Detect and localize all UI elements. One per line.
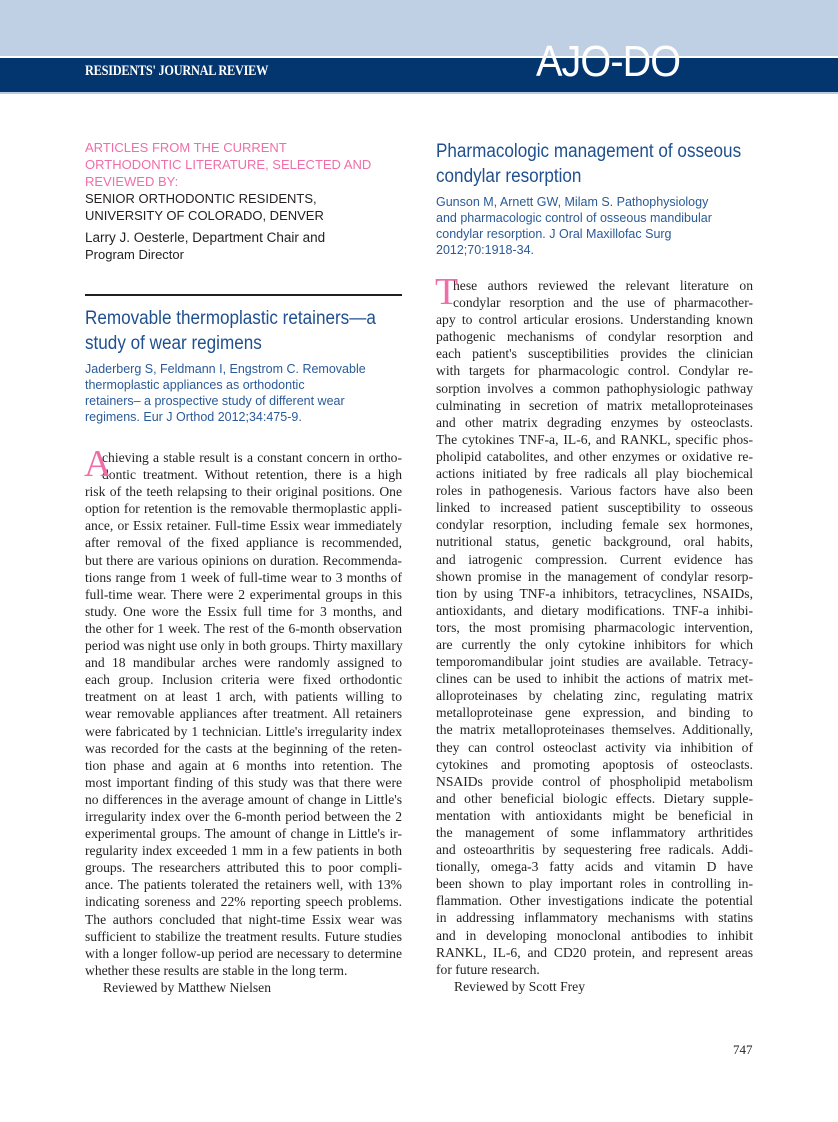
body-line: the matrix metalloproteinases themselves. Additionally, (436, 722, 753, 738)
chair-line: Larry J. Oesterle, Department Chair and (85, 230, 326, 245)
article-title (85, 306, 376, 356)
body-line: each patient's susceptibilities provides the clinician (436, 346, 753, 362)
body-line: hese authors reviewed the relevant literature on (453, 278, 753, 293)
body-line: culminating in secretion of matrix metalloproteinases (436, 397, 753, 413)
body-line: sorption involves a common pathophysiologic pathway (436, 380, 753, 396)
body-line: no differences in the average amount of change in Little's (85, 791, 402, 807)
body-line: tion by using TNF-a inhibitors, tetracyclines, NSAIDs, (436, 585, 753, 601)
body-line: after removal of the fixed appliance is recommended, (85, 535, 402, 551)
citation-line: and pharmacologic control of osseous mandibular (436, 211, 712, 225)
body-line: roles in pathogenesis. Various factors have also been (436, 483, 753, 499)
body-line: apy to control articular erosions. Understanding known (436, 312, 753, 328)
body-line: and osteoarthritis by sequestering free radicals. Addi- (436, 842, 753, 858)
body-line: indicating soreness and 22% reporting speech problems. (85, 894, 402, 910)
body-line: alloproteinases by chelating zinc, regulating matrix (436, 688, 753, 704)
body-line: regularity index exceeded 1 mm in a few patients in both (85, 843, 402, 859)
body-line: groups. The researchers attributed this to poor compli- (85, 860, 402, 876)
body-line: and in developing monoclonal antibodies to inhibit (436, 927, 753, 943)
body-line: most important finding of this study was that there were (85, 774, 402, 790)
intro-pink-line: REVIEWED BY: (85, 174, 179, 189)
title-line: Pharmacologic management of osseous (436, 141, 742, 162)
reviewer-credit: Reviewed by Scott Frey (454, 978, 586, 994)
body-line: tionally, omega-3 fatty acids and vitamin D have (436, 859, 753, 875)
article-body (435, 271, 753, 995)
body-line: pholipid catabolites, and other enzymes or oxidative re- (436, 448, 753, 464)
body-line: full-time wear. There were 2 experimental groups in this (85, 586, 402, 602)
citation-line: Jaderberg S, Feldmann I, Engstrom C. Removable (85, 362, 366, 376)
citation-line: Gunson M, Arnett GW, Milam S. Pathophysiology (436, 195, 709, 209)
body-line: ance. The patients tolerated the retainers well, with 13% (85, 877, 402, 893)
drop-cap: T (435, 271, 459, 313)
body-line: wear removable appliances after treatment. All retainers (85, 706, 402, 722)
body-line: condylar resorption, including female sex hormones, (436, 517, 753, 533)
drop-cap: A (84, 443, 112, 485)
body-line: irregularity index over the 6-month period between the 2 (85, 808, 402, 824)
body-line: tors, the most promising pharmacologic intervention, (436, 619, 753, 635)
section-label: RESIDENTS' JOURNAL REVIEW (85, 63, 269, 79)
body-line: nutritional status, genetic background, oral habits, (436, 534, 753, 550)
title-line: study of wear regimens (85, 333, 262, 354)
body-line: whether these results are stable in the long term. (85, 962, 348, 978)
article-body (84, 443, 403, 996)
body-line: were fabricated by 1 technician. Little's irregularity index (85, 723, 402, 739)
body-line: metalloproteinase gene expression, and binding to (436, 705, 753, 721)
body-line: shown promise in the management of condylar resorp- (436, 568, 753, 584)
body-line: chieving a stable result is a constant concern in ortho- (102, 450, 402, 465)
body-line: dontic treatment. Without retention, there is a high (102, 467, 402, 483)
body-line: option for retention is the removable thermoplastic appli- (85, 501, 402, 517)
body-line: temporomandibular joint studies are available. Tetracy- (436, 654, 753, 670)
body-line: pathogenic mechanisms of condylar resorption and (436, 329, 753, 345)
body-line: ance, or Essix retainer. Full-time Essix wear immediately (85, 518, 402, 534)
citation-line: condylar resorption. J Oral Maxillofac Surg (436, 227, 672, 241)
body-line: cytokines and promoting apoptosis of osteoclasts. (436, 756, 753, 772)
body-line: RANKL, IL-6, and CD20 protein, and represent areas (436, 944, 753, 960)
chair-line: Program Director (85, 247, 184, 262)
body-line: The authors concluded that night-time Essix wear was (85, 911, 402, 927)
body-line: and iatrogenic compression. Current evidence has (436, 551, 753, 567)
body-line: study. One wore the Essix full time for 3 months, and (85, 603, 402, 619)
body-line: are currently the only cytokine inhibitors for which (436, 636, 753, 652)
body-line: tions range from 1 week of full-time wear to 3 months of (85, 569, 402, 585)
body-line: period was night use only in both groups. Thirty maxillary (85, 638, 403, 654)
body-line: with a longer follow-up period are necessary to determine (85, 945, 402, 961)
body-line: and other matrix degrading enzymes by osteoclasts. (436, 414, 753, 430)
citation-line: 2012;70:1918-34. (436, 243, 535, 257)
body-line: they can control osteoclast activity via inhibition of (436, 739, 753, 755)
body-line: risk of the teeth relapsing to their original positions. One (85, 484, 402, 500)
body-line: condylar resorption and the use of pharmacother- (453, 295, 753, 311)
body-line: been shown to play important roles in controlling in- (436, 876, 753, 892)
article-citation (436, 194, 766, 258)
title-line: condylar resorption (436, 166, 582, 187)
body-line: experimental groups. The amount of change in Little's ir- (85, 826, 402, 842)
body-line: flammation. Other investigations indicate the potential (436, 893, 753, 909)
journal-logo: AJO-DO (536, 37, 681, 86)
body-line: but there are various opinions on duration. Recommenda- (85, 552, 402, 568)
body-line: for future research. (436, 961, 540, 977)
body-line: sufficient to stabilize the treatment results. Future studies (85, 928, 402, 944)
body-line: tion phase and again at 6 months into retention. The (85, 757, 402, 773)
citation-line: thermoplastic appliances as orthodontic (85, 378, 305, 392)
article-citation (85, 361, 415, 425)
body-line: antioxidants, and dietary modifications. TNF-a inhibi- (436, 602, 753, 618)
body-line: each group. Inclusion criteria were fixed orthodontic (85, 672, 402, 688)
body-line: clines can be used to inhibit the actions of matrix met- (436, 671, 753, 687)
body-line: and 18 mandibular arches were randomly assigned to (85, 655, 402, 671)
intro-block (85, 139, 415, 263)
body-line: in addressing inflammatory mechanisms with statins (436, 910, 753, 926)
article-title (436, 139, 741, 189)
body-line: NSAIDs provide control of phospholipid metabolism (436, 773, 753, 789)
divider-rule (85, 294, 402, 296)
header-band-light (0, 0, 838, 56)
page-number: 747 (733, 1042, 753, 1057)
body-line: the management of some inflammatory arthritides (436, 825, 753, 840)
title-line: Removable thermoplastic retainers—a (85, 308, 376, 329)
affiliation-line: SENIOR ORTHODONTIC RESIDENTS, (85, 191, 317, 206)
body-line: with targets for pharmacologic control. Condylar re- (436, 363, 753, 379)
body-line: treatment on at least 1 arch, with patients willing to (85, 689, 402, 705)
citation-line: retainers– a prospective study of different wear (85, 394, 345, 408)
body-line: was recorded for the casts at the beginning of the reten- (85, 740, 402, 756)
affiliation-line: UNIVERSITY OF COLORADO, DENVER (85, 208, 324, 223)
body-line: mentation with antioxidants might be beneficial in (436, 807, 753, 823)
intro-pink-line: ARTICLES FROM THE CURRENT (85, 140, 287, 155)
body-line: The cytokines TNF-a, IL-6, and RANKL, specific phos- (436, 431, 753, 447)
body-line: actions initiated by free radicals all play biochemical (436, 466, 753, 482)
body-line: and other beneficial biologic effects. Dietary supple- (436, 790, 753, 806)
body-line: the other for 1 week. The rest of the 6-month observation (85, 620, 402, 636)
citation-line: regimens. Eur J Orthod 2012;34:475-9. (85, 410, 302, 424)
reviewer-credit: Reviewed by Matthew Nielsen (103, 979, 271, 995)
body-line: linked to increased patient susceptibility to osseous (436, 500, 753, 516)
intro-pink-line: ORTHODONTIC LITERATURE, SELECTED AND (85, 157, 372, 172)
